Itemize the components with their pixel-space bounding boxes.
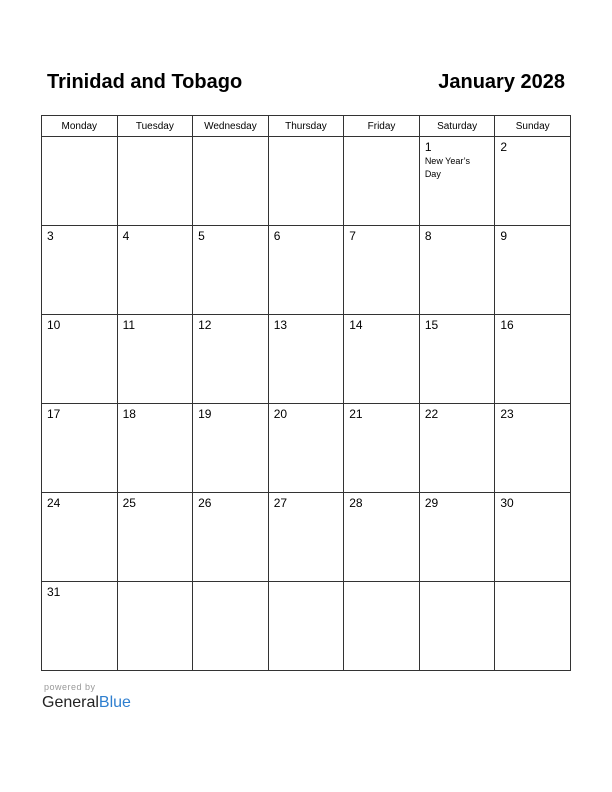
weekday-header: Monday [42,116,118,137]
day-cell [344,493,420,582]
day-number: 24 [47,496,61,510]
day-number: 7 [349,229,356,243]
day-number: 19 [198,407,212,421]
day-number: 20 [273,407,288,421]
weekday-header-row [42,116,571,137]
day-number: 31 [47,585,61,599]
country-title: Trinidad and Tobago [47,71,243,93]
day-cell [268,315,344,404]
week-row [42,315,571,404]
day-cell [344,315,420,404]
day-cell [193,315,269,404]
weekday-header: Thursday [268,116,344,137]
day-cell [268,582,344,671]
day-cell [193,582,269,671]
day-cell [495,493,571,582]
day-cell [344,582,420,671]
day-cell [117,582,193,671]
week-row [42,137,571,226]
day-cell [42,404,118,493]
day-cell [268,404,344,493]
day-number: 11 [122,318,136,332]
powered-by-text: powered by [44,682,96,692]
day-cell [419,582,495,671]
day-number: 29 [424,496,439,510]
day-number: 12 [198,318,212,332]
day-number: 30 [500,496,514,510]
week-row [42,493,571,582]
holiday-label: New Year’s Day [424,156,471,179]
day-cell [268,137,344,226]
day-cell [344,226,420,315]
day-cell [268,226,344,315]
day-number: 26 [198,496,212,510]
weekday-header: Sunday [495,116,571,137]
day-cell [193,493,269,582]
day-number: 23 [500,407,514,421]
week-row [42,404,571,493]
generalblue-logo[interactable] [42,694,131,712]
day-number: 1 [424,140,432,154]
day-cell [117,226,193,315]
day-cell [193,137,269,226]
day-cell [495,582,571,671]
day-cell [495,315,571,404]
day-cell [42,582,118,671]
day-cell [42,137,118,226]
day-cell [193,404,269,493]
week-row [42,226,571,315]
day-number: 9 [500,229,508,243]
day-number: 27 [273,496,288,510]
week-row [42,582,571,671]
weekday-header: Wednesday [193,116,269,137]
day-number: 28 [349,496,363,510]
day-number: 22 [424,407,439,421]
brand-blue-text: Blue [98,694,131,711]
day-cell [419,315,495,404]
day-number: 13 [273,318,288,332]
day-number: 21 [349,407,363,421]
day-cell [419,404,495,493]
day-cell [117,137,193,226]
day-number: 3 [47,229,54,243]
day-cell [117,315,193,404]
day-cell [268,493,344,582]
day-cell [419,137,495,226]
day-number: 10 [47,318,61,332]
day-cell [344,404,420,493]
day-number: 14 [349,318,363,332]
day-cell [117,493,193,582]
day-number: 8 [424,229,432,243]
day-number: 2 [500,140,508,154]
day-cell [42,315,118,404]
day-cell [193,226,269,315]
weekday-header: Tuesday [117,116,193,137]
day-number: 17 [47,407,61,421]
day-number: 15 [424,318,439,332]
day-cell [419,493,495,582]
day-cell [42,226,118,315]
day-number: 5 [198,229,205,243]
day-number: 16 [500,318,514,332]
day-cell [495,137,571,226]
day-cell [419,226,495,315]
brand-general-text: General [42,694,99,711]
day-number: 4 [122,229,130,243]
day-number: 18 [122,407,136,421]
day-cell [117,404,193,493]
day-number: 6 [273,229,281,243]
calendar-grid [41,115,571,671]
day-number: 25 [122,496,136,510]
day-cell [495,404,571,493]
day-cell [344,137,420,226]
weekday-header: Saturday [419,116,495,137]
weekday-header: Friday [344,116,420,137]
month-year-title: January 2028 [438,71,565,93]
day-cell [42,493,118,582]
day-cell [495,226,571,315]
